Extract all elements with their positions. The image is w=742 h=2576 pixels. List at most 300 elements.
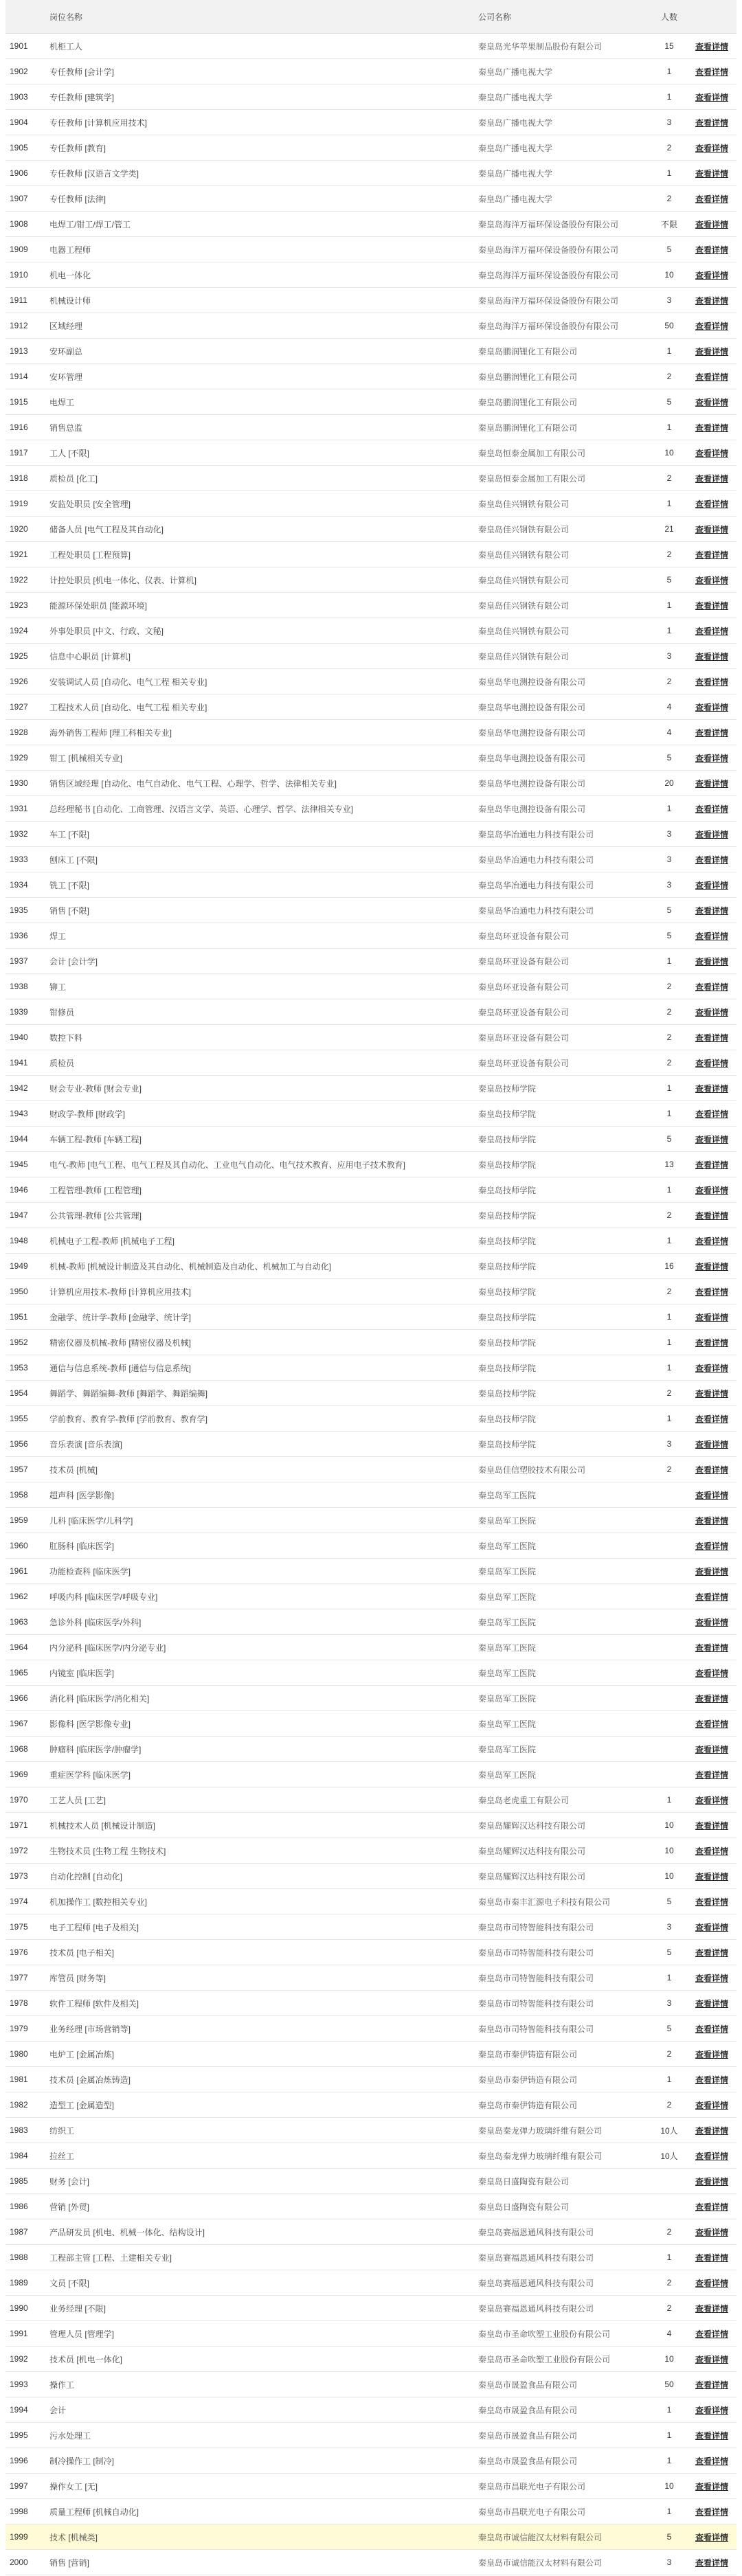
- view-details-link[interactable]: 查看详情: [695, 219, 728, 229]
- company-name: 秦皇岛华冶通电力科技有限公司: [474, 847, 651, 872]
- action-cell: [687, 1279, 737, 1304]
- job-title: 电焊工/钳工/焊工/管工: [45, 212, 474, 237]
- headcount: 3: [651, 872, 687, 898]
- view-details-link[interactable]: 查看详情: [695, 677, 728, 687]
- view-details-link[interactable]: 查看详情: [695, 1032, 728, 1043]
- table-row: [5, 872, 737, 898]
- job-id: 1996: [5, 2448, 45, 2474]
- view-details-link[interactable]: 查看详情: [695, 1719, 728, 1729]
- view-details-link[interactable]: 查看详情: [695, 2151, 728, 2161]
- view-details-link[interactable]: 查看详情: [695, 1134, 728, 1144]
- table-row: [5, 2042, 737, 2067]
- company-name: 秦皇岛技师学院: [474, 1127, 651, 1152]
- action-cell: [687, 212, 737, 237]
- company-name: 秦皇岛军工医院: [474, 1533, 651, 1559]
- company-name: 秦皇岛环亚设备有限公司: [474, 949, 651, 974]
- job-title: 污水处理工: [45, 2423, 474, 2448]
- headcount: [651, 1559, 687, 1584]
- company-name: 秦皇岛技师学院: [474, 1203, 651, 1228]
- company-name: 秦皇岛市晟盈食品有限公司: [474, 2397, 651, 2423]
- view-details-link[interactable]: 查看详情: [695, 1668, 728, 1678]
- job-id: 1935: [5, 898, 45, 923]
- job-id: 1957: [5, 1457, 45, 1482]
- company-name: 秦皇岛佳兴钢铁有限公司: [474, 618, 651, 644]
- view-details-link[interactable]: 查看详情: [695, 1261, 728, 1272]
- headcount: 2: [651, 135, 687, 161]
- company-name: 秦皇岛市诚信能汉太材料有限公司: [474, 2524, 651, 2550]
- view-details-link[interactable]: 查看详情: [695, 1744, 728, 1754]
- job-title: 电焊工: [45, 389, 474, 415]
- company-name: 秦皇岛日盛陶瓷有限公司: [474, 2169, 651, 2194]
- headcount: 2: [651, 669, 687, 694]
- headcount: 2: [651, 974, 687, 999]
- view-details-link[interactable]: 查看详情: [695, 1388, 728, 1399]
- company-name: 秦皇岛赛福恩通风科技有限公司: [474, 2296, 651, 2321]
- job-id: 1978: [5, 1991, 45, 2016]
- action-cell: [687, 2067, 737, 2092]
- view-details-link[interactable]: 查看详情: [695, 804, 728, 814]
- view-details-link[interactable]: 查看详情: [695, 1109, 728, 1119]
- table-row: [5, 110, 737, 135]
- action-cell: [687, 1889, 737, 1914]
- action-cell: [687, 237, 737, 262]
- view-details-link[interactable]: 查看详情: [695, 92, 728, 102]
- table-row: [5, 1076, 737, 1101]
- job-id: 1960: [5, 1533, 45, 1559]
- view-details-link[interactable]: 查看详情: [695, 727, 728, 738]
- company-name: 秦皇岛技师学院: [474, 1432, 651, 1457]
- view-details-link[interactable]: 查看详情: [695, 2176, 728, 2187]
- action-cell: [687, 1737, 737, 1762]
- job-title: 会计 [会计学]: [45, 949, 474, 974]
- job-title: 急诊外科 [临床医学/外科]: [45, 1609, 474, 1635]
- job-title: 专任教师 [法律]: [45, 186, 474, 212]
- view-details-link[interactable]: 查看详情: [695, 1490, 728, 1500]
- job-id: 1967: [5, 1711, 45, 1737]
- job-title: 儿科 [临床医学/儿科学]: [45, 1508, 474, 1533]
- view-details-link[interactable]: 查看详情: [695, 1160, 728, 1170]
- headcount: 20: [651, 771, 687, 796]
- table-row: [5, 1635, 737, 1660]
- table-row: [5, 1838, 737, 1864]
- view-details-link[interactable]: 查看详情: [695, 880, 728, 890]
- job-id: 1990: [5, 2296, 45, 2321]
- table-row: [5, 2474, 737, 2499]
- company-name: 秦皇岛海洋万福环保设备股份有限公司: [474, 262, 651, 288]
- view-details-link[interactable]: 查看详情: [695, 1947, 728, 1958]
- action-cell: [687, 1864, 737, 1889]
- job-id: 1949: [5, 1254, 45, 1279]
- headcount: 10: [651, 1813, 687, 1838]
- action-cell: [687, 1406, 737, 1432]
- view-details-link[interactable]: 查看详情: [695, 1185, 728, 1195]
- view-details-link[interactable]: 查看详情: [695, 1287, 728, 1297]
- company-name: 秦皇岛技师学院: [474, 1254, 651, 1279]
- view-details-link[interactable]: 查看详情: [695, 1820, 728, 1831]
- table-row: [5, 1152, 737, 1177]
- table-row: [5, 1355, 737, 1381]
- view-details-link[interactable]: 查看详情: [695, 41, 728, 52]
- job-id: 1916: [5, 415, 45, 440]
- job-id: 1989: [5, 2270, 45, 2296]
- company-name: 秦皇岛佳兴钢铁有限公司: [474, 542, 651, 567]
- view-details-link[interactable]: 查看详情: [695, 855, 728, 865]
- table-row: [5, 1914, 737, 1940]
- headcount: 5: [651, 923, 687, 949]
- view-details-link[interactable]: 查看详情: [695, 2430, 728, 2441]
- view-details-link[interactable]: 查看详情: [695, 2202, 728, 2212]
- view-details-link[interactable]: 查看详情: [695, 524, 728, 534]
- job-id: 1973: [5, 1864, 45, 1889]
- headcount: 10人: [651, 2143, 687, 2169]
- job-title: 生物技术员 [生物工程 生物技术]: [45, 1838, 474, 1864]
- view-details-link[interactable]: 查看详情: [695, 1922, 728, 1932]
- action-cell: [687, 2270, 737, 2296]
- view-details-link[interactable]: 查看详情: [695, 550, 728, 560]
- table-row: [5, 1584, 737, 1609]
- view-details-link[interactable]: 查看详情: [695, 1312, 728, 1322]
- headcount: 10人: [651, 2118, 687, 2143]
- table-row: [5, 491, 737, 517]
- action-cell: [687, 822, 737, 847]
- action-cell: [687, 1838, 737, 1864]
- job-id: 1906: [5, 161, 45, 186]
- job-id: 1913: [5, 339, 45, 364]
- view-details-link[interactable]: 查看详情: [695, 1439, 728, 1449]
- table-row: [5, 2550, 737, 2575]
- table-row: [5, 1279, 737, 1304]
- job-id: 1976: [5, 1940, 45, 1965]
- view-details-link[interactable]: 查看详情: [695, 1007, 728, 1017]
- table-row: [5, 1177, 737, 1203]
- headcount: 4: [651, 694, 687, 720]
- job-title: 区域经理: [45, 313, 474, 339]
- view-details-link[interactable]: 查看详情: [695, 600, 728, 611]
- action-cell: [687, 1330, 737, 1355]
- view-details-link[interactable]: 查看详情: [695, 422, 728, 433]
- job-id: 1932: [5, 822, 45, 847]
- table-row: [5, 1025, 737, 1050]
- view-details-link[interactable]: 查看详情: [695, 67, 728, 77]
- headcount: 50: [651, 313, 687, 339]
- job-title: 质检员 [化工]: [45, 466, 474, 491]
- headcount: 15: [651, 34, 687, 59]
- job-title: 销售 [营销]: [45, 2550, 474, 2575]
- view-details-link[interactable]: 查看详情: [695, 982, 728, 992]
- view-details-link[interactable]: 查看详情: [695, 1465, 728, 1475]
- view-details-link[interactable]: 查看详情: [695, 1871, 728, 1882]
- view-details-link[interactable]: 查看详情: [695, 346, 728, 357]
- company-name: 秦皇岛军工医院: [474, 1635, 651, 1660]
- action-cell: [687, 1635, 737, 1660]
- table-row: [5, 1203, 737, 1228]
- company-name: 秦皇岛鹏润锂化工有限公司: [474, 389, 651, 415]
- job-title: 文员 [不限]: [45, 2270, 474, 2296]
- company-name: 秦皇岛市司特智能科技有限公司: [474, 2016, 651, 2042]
- job-title: 外事处职员 [中文、行政、文秘]: [45, 618, 474, 644]
- view-details-link[interactable]: 查看详情: [695, 1363, 728, 1373]
- job-id: 1905: [5, 135, 45, 161]
- action-cell: [687, 491, 737, 517]
- job-id: 1995: [5, 2423, 45, 2448]
- job-title: 自动化控制 [自动化]: [45, 1864, 474, 1889]
- view-details-link[interactable]: 查看详情: [695, 2405, 728, 2415]
- view-details-link[interactable]: 查看详情: [695, 2278, 728, 2288]
- view-details-link[interactable]: 查看详情: [695, 1058, 728, 1068]
- action-cell: [687, 720, 737, 745]
- table-row: [5, 415, 737, 440]
- action-cell: [687, 847, 737, 872]
- view-details-link[interactable]: 查看详情: [695, 2329, 728, 2339]
- view-details-link[interactable]: 查看详情: [695, 1414, 728, 1424]
- view-details-link[interactable]: 查看详情: [695, 194, 728, 204]
- headcount: 1: [651, 618, 687, 644]
- job-title: 电气-教师 [电气工程、电气工程及其自动化、工业电气自动化、电气技术教育、应用电子技术教育]: [45, 1152, 474, 1177]
- job-title: 销售区域经理 [自动化、电气自动化、电气工程、心理学、哲学、法律相关专业]: [45, 771, 474, 796]
- company-name: 秦皇岛军工医院: [474, 1584, 651, 1609]
- company-name: 秦皇岛军工医院: [474, 1762, 651, 1787]
- view-details-link[interactable]: 查看详情: [695, 2252, 728, 2263]
- view-details-link[interactable]: 查看详情: [695, 1770, 728, 1780]
- job-id: 1959: [5, 1508, 45, 1533]
- action-cell: [687, 1254, 737, 1279]
- job-id: 1930: [5, 771, 45, 796]
- view-details-link[interactable]: 查看详情: [695, 117, 728, 128]
- action-cell: [687, 2143, 737, 2169]
- headcount: 1: [651, 2448, 687, 2474]
- job-title: 工程部主管 [工程、土建相关专业]: [45, 2245, 474, 2270]
- table-row: [5, 1482, 737, 1508]
- view-details-link[interactable]: 查看详情: [695, 397, 728, 407]
- company-name: 秦皇岛军工医院: [474, 1686, 651, 1711]
- company-name: 秦皇岛佳兴钢铁有限公司: [474, 491, 651, 517]
- company-name: 秦皇岛鹏润锂化工有限公司: [474, 339, 651, 364]
- view-details-link[interactable]: 查看详情: [695, 2075, 728, 2085]
- view-details-link[interactable]: 查看详情: [695, 1541, 728, 1551]
- action-cell: [687, 1787, 737, 1813]
- action-cell: [687, 1660, 737, 1686]
- job-id: 1998: [5, 2499, 45, 2524]
- action-cell: [687, 2118, 737, 2143]
- view-details-link[interactable]: 查看详情: [695, 753, 728, 763]
- job-id: 1907: [5, 186, 45, 212]
- headcount: 5: [651, 745, 687, 771]
- job-title: 会计: [45, 2397, 474, 2423]
- job-title: 财政学-教师 [财政学]: [45, 1101, 474, 1127]
- action-cell: [687, 1177, 737, 1203]
- table-header-row: [5, 0, 737, 34]
- company-name: 秦皇岛华冶通电力科技有限公司: [474, 872, 651, 898]
- view-details-link[interactable]: 查看详情: [695, 245, 728, 255]
- company-name: 秦皇岛赛福恩通风科技有限公司: [474, 2245, 651, 2270]
- view-details-link[interactable]: 查看详情: [695, 1566, 728, 1577]
- company-name: 秦皇岛华冶通电力科技有限公司: [474, 898, 651, 923]
- table-row: [5, 135, 737, 161]
- view-details-link[interactable]: 查看详情: [695, 2303, 728, 2314]
- view-details-link[interactable]: 查看详情: [695, 295, 728, 306]
- action-cell: [687, 745, 737, 771]
- action-cell: [687, 1914, 737, 1940]
- headcount: 10: [651, 262, 687, 288]
- view-details-link[interactable]: 查看详情: [695, 2532, 728, 2542]
- view-details-link[interactable]: 查看详情: [695, 1998, 728, 2009]
- job-title: 内镜室 [临床医学]: [45, 1660, 474, 1686]
- headcount: [651, 1533, 687, 1559]
- view-details-link[interactable]: 查看详情: [695, 2100, 728, 2110]
- table-row: [5, 1787, 737, 1813]
- view-details-link[interactable]: 查看详情: [695, 1642, 728, 1653]
- view-details-link[interactable]: 查看详情: [695, 143, 728, 153]
- headcount: 1: [651, 59, 687, 84]
- view-details-link[interactable]: 查看详情: [695, 473, 728, 484]
- view-details-link[interactable]: 查看详情: [695, 1337, 728, 1348]
- job-id: 1980: [5, 2042, 45, 2067]
- job-title: 计控处职员 [机电一体化、仪表、计算机]: [45, 567, 474, 593]
- job-title: 刨床工 [不限]: [45, 847, 474, 872]
- view-details-link[interactable]: 查看详情: [695, 1617, 728, 1627]
- view-details-link[interactable]: 查看详情: [695, 2507, 728, 2517]
- view-details-link[interactable]: 查看详情: [695, 1236, 728, 1246]
- view-details-link[interactable]: 查看详情: [695, 1693, 728, 1704]
- view-details-link[interactable]: 查看详情: [695, 2481, 728, 2492]
- job-id: 1956: [5, 1432, 45, 1457]
- view-details-link[interactable]: 查看详情: [695, 956, 728, 967]
- headcount: 5: [651, 1889, 687, 1914]
- view-details-link[interactable]: 查看详情: [695, 626, 728, 636]
- action-cell: [687, 1203, 737, 1228]
- view-details-link[interactable]: 查看详情: [695, 270, 728, 280]
- view-details-link[interactable]: 查看详情: [695, 2227, 728, 2237]
- view-details-link[interactable]: 查看详情: [695, 2380, 728, 2390]
- headcount: 2: [651, 999, 687, 1025]
- job-title: 产品研发员 [机电、机械一体化、结构设计]: [45, 2219, 474, 2245]
- action-cell: [687, 2448, 737, 2474]
- header-action: [687, 0, 737, 34]
- headcount: 10: [651, 440, 687, 466]
- view-details-link[interactable]: 查看详情: [695, 2557, 728, 2568]
- view-details-link[interactable]: 查看详情: [695, 372, 728, 382]
- action-cell: [687, 84, 737, 110]
- view-details-link[interactable]: 查看详情: [695, 1515, 728, 1526]
- view-details-link[interactable]: 查看详情: [695, 702, 728, 712]
- table-row: [5, 237, 737, 262]
- view-details-link[interactable]: 查看详情: [695, 905, 728, 916]
- view-details-link[interactable]: 查看详情: [695, 931, 728, 941]
- table-row: [5, 1737, 737, 1762]
- view-details-link[interactable]: 查看详情: [695, 2049, 728, 2059]
- job-title: 业务经理 [不限]: [45, 2296, 474, 2321]
- table-row: [5, 2397, 737, 2423]
- action-cell: [687, 1940, 737, 1965]
- job-title: 工人 [不限]: [45, 440, 474, 466]
- company-name: 秦皇岛恒泰金属加工有限公司: [474, 440, 651, 466]
- company-name: 秦皇岛老虎重工有限公司: [474, 1787, 651, 1813]
- company-name: 秦皇岛恒泰金属加工有限公司: [474, 466, 651, 491]
- action-cell: [687, 339, 737, 364]
- table-row: [5, 2347, 737, 2372]
- headcount: 5: [651, 1127, 687, 1152]
- job-title: 工艺人员 [工艺]: [45, 1787, 474, 1813]
- view-details-link[interactable]: 查看详情: [695, 448, 728, 458]
- table-row: [5, 288, 737, 313]
- view-details-link[interactable]: 查看详情: [695, 168, 728, 179]
- view-details-link[interactable]: 查看详情: [695, 575, 728, 585]
- view-details-link[interactable]: 查看详情: [695, 651, 728, 662]
- action-cell: [687, 949, 737, 974]
- headcount: [651, 1660, 687, 1686]
- company-name: 秦皇岛市秦丰汇源电子科技有限公司: [474, 1889, 651, 1914]
- job-title: 车工 [不限]: [45, 822, 474, 847]
- view-details-link[interactable]: 查看详情: [695, 2456, 728, 2466]
- headcount: 1: [651, 949, 687, 974]
- view-details-link[interactable]: 查看详情: [695, 2024, 728, 2034]
- view-details-link[interactable]: 查看详情: [695, 1592, 728, 1602]
- view-details-link[interactable]: 查看详情: [695, 1897, 728, 1907]
- table-row: [5, 364, 737, 389]
- job-title: 影像科 [医学影像专业]: [45, 1711, 474, 1737]
- action-cell: [687, 872, 737, 898]
- action-cell: [687, 2296, 737, 2321]
- view-details-link[interactable]: 查看详情: [695, 1973, 728, 1983]
- action-cell: [687, 644, 737, 669]
- headcount: 1: [651, 2067, 687, 2092]
- headcount: 2: [651, 1203, 687, 1228]
- headcount: [651, 1508, 687, 1533]
- view-details-link[interactable]: 查看详情: [695, 2125, 728, 2136]
- action-cell: [687, 2423, 737, 2448]
- headcount: 2: [651, 2042, 687, 2067]
- company-name: 秦皇岛鹏润锂化工有限公司: [474, 415, 651, 440]
- view-details-link[interactable]: 查看详情: [695, 1083, 728, 1094]
- action-cell: [687, 389, 737, 415]
- job-title: 肛肠科 [临床医学]: [45, 1533, 474, 1559]
- table-row: [5, 1533, 737, 1559]
- view-details-link[interactable]: 查看详情: [695, 1846, 728, 1856]
- job-id: 1914: [5, 364, 45, 389]
- view-details-link[interactable]: 查看详情: [695, 778, 728, 789]
- view-details-link[interactable]: 查看详情: [695, 1210, 728, 1221]
- company-name: 秦皇岛技师学院: [474, 1304, 651, 1330]
- job-id: 1915: [5, 389, 45, 415]
- company-name: 秦皇岛日盛陶瓷有限公司: [474, 2194, 651, 2219]
- job-id: 1937: [5, 949, 45, 974]
- job-title: 销售 [不限]: [45, 898, 474, 923]
- job-title: 储备人员 [电气工程及其自动化]: [45, 517, 474, 542]
- job-title: 安装调试人员 [自动化、电气工程 相关专业]: [45, 669, 474, 694]
- company-name: 秦皇岛鹏润锂化工有限公司: [474, 364, 651, 389]
- job-id: 1910: [5, 262, 45, 288]
- job-id: 1919: [5, 491, 45, 517]
- view-details-link[interactable]: 查看详情: [695, 1795, 728, 1805]
- table-row: [5, 1965, 737, 1991]
- company-name: 秦皇岛市晟盈食品有限公司: [474, 2423, 651, 2448]
- headcount: 1: [651, 1787, 687, 1813]
- action-cell: [687, 2524, 737, 2550]
- view-details-link[interactable]: 查看详情: [695, 499, 728, 509]
- view-details-link[interactable]: 查看详情: [695, 829, 728, 839]
- headcount: [651, 1609, 687, 1635]
- table-row: [5, 1762, 737, 1787]
- headcount: 1: [651, 1304, 687, 1330]
- headcount: [651, 2194, 687, 2219]
- action-cell: [687, 1609, 737, 1635]
- view-details-link[interactable]: 查看详情: [695, 321, 728, 331]
- table-row: [5, 898, 737, 923]
- action-cell: [687, 1813, 737, 1838]
- view-details-link[interactable]: 查看详情: [695, 2354, 728, 2364]
- job-title: 专任教师 [教育]: [45, 135, 474, 161]
- table-row: [5, 2016, 737, 2042]
